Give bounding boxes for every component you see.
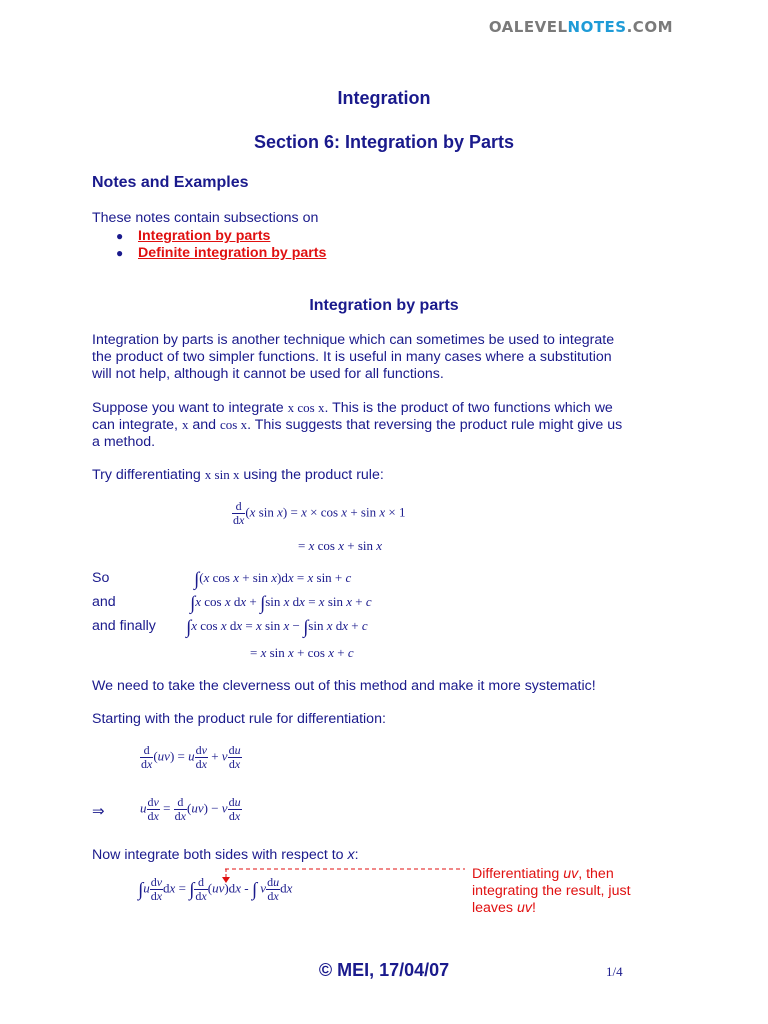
equation-finally-result: = x sin x + cos x + c (250, 645, 354, 660)
math-inline: x cos x (287, 400, 325, 415)
text: Try differentiating (92, 467, 201, 483)
annotation-note (472, 866, 631, 917)
page-title: Integration (337, 88, 431, 108)
equation-so: ∫(x cos x + sin x)dx = x sin + c (194, 569, 352, 590)
math-inline: cos x (220, 417, 248, 432)
paragraph-line: Integration by parts is another technique which can sometimes be used to integrate (92, 332, 615, 348)
paragraph-line (92, 417, 622, 434)
paragraph-line: the product of two simpler functions. It is useful in many cases where a substitution (92, 349, 612, 365)
bullet-icon: ● (116, 229, 124, 243)
math-inline: x sin x (204, 467, 240, 482)
site-brand-logo (489, 18, 673, 36)
page-number: 1/4 (606, 964, 623, 979)
math-inline: x (181, 417, 189, 432)
starting-line: Starting with the product rule for differentiation: (92, 711, 386, 727)
note-line: integrating the result, just (472, 883, 631, 899)
equation-integration-by-parts: ∫u $\frac{dv}{dx}$ dx = ∫ $\frac{d}{dx}$ (uv)dx - ∫ v $\frac{du}{dx}$ dx (138, 875, 293, 903)
annotation-arrow-icon (220, 864, 470, 886)
equation-finally: ∫x cos x dx = x sin x − ∫sin x dx + c (186, 617, 368, 638)
paragraph-line: a method. (92, 434, 156, 450)
brand-highlight: NOTES (567, 18, 627, 36)
text: and (192, 417, 217, 433)
text: Suppose you want to integrate (92, 400, 284, 416)
bullet-icon: ● (116, 246, 124, 260)
text: x (347, 847, 355, 863)
text: ! (531, 900, 536, 916)
subsection-heading: Integration by parts (309, 297, 459, 314)
text: uv (516, 900, 532, 916)
text: : (354, 847, 359, 863)
text: , then (578, 866, 614, 882)
link-definite-integration-by-parts[interactable]: Definite integration by parts (138, 245, 327, 261)
text: Differentiating (472, 866, 560, 882)
paragraph-2 (92, 400, 622, 451)
implies-icon: ⇒ (92, 803, 105, 820)
label-and-finally: and finally (92, 618, 156, 634)
notes-heading: Notes and Examples (92, 174, 249, 191)
text: using the product rule: (243, 467, 384, 483)
equation-product-rule: $\frac{d}{dx}$ (uv) = u $\frac{dv}{dx}$ + v $\frac{du}{dx}$ (141, 743, 241, 771)
label-so: So (92, 570, 110, 586)
try-line (92, 467, 384, 484)
section-title: Section 6: Integration by Parts (253, 132, 515, 152)
paragraph-line (92, 400, 622, 417)
text: . This is the product of two functions which we (324, 400, 613, 416)
integrate-line (92, 847, 359, 864)
note-line (472, 900, 631, 917)
link-integration-by-parts[interactable]: Integration by parts (138, 228, 271, 244)
equation-derivative-result: = x cos x + sin x (298, 538, 383, 553)
text: leaves (472, 900, 514, 916)
equation-rearranged: u $\frac{dv}{dx}$ = $\frac{d}{dx}$ (uv) − v $\frac{du}{dx}$ (140, 795, 241, 823)
brand-suffix: .COM (626, 18, 673, 36)
label-and: and (92, 594, 116, 610)
intro-text: These notes contain subsections on (92, 210, 319, 226)
cleverness-line: We need to take the cleverness out of this method and make it more systematic! (92, 678, 596, 694)
brand-prefix: OALEVEL (488, 18, 568, 36)
paragraph-1 (92, 332, 614, 383)
text: uv (563, 866, 579, 882)
note-line (472, 866, 631, 883)
text: can integrate, (92, 417, 178, 433)
text: Now integrate both sides with respect to (92, 847, 344, 863)
text: . This suggests that reversing the product rule might give us (247, 417, 623, 433)
paragraph-line: will not help, although it cannot be used for all functions. (92, 366, 444, 382)
copyright: © MEI, 17/04/07 (318, 960, 450, 980)
equation-derivative: $\frac{d}{dx}$ (x sin x) = x × cos x + sin x × 1 (233, 499, 406, 527)
equation-and: ∫x cos x dx + ∫sin x dx = x sin x + c (190, 593, 372, 614)
